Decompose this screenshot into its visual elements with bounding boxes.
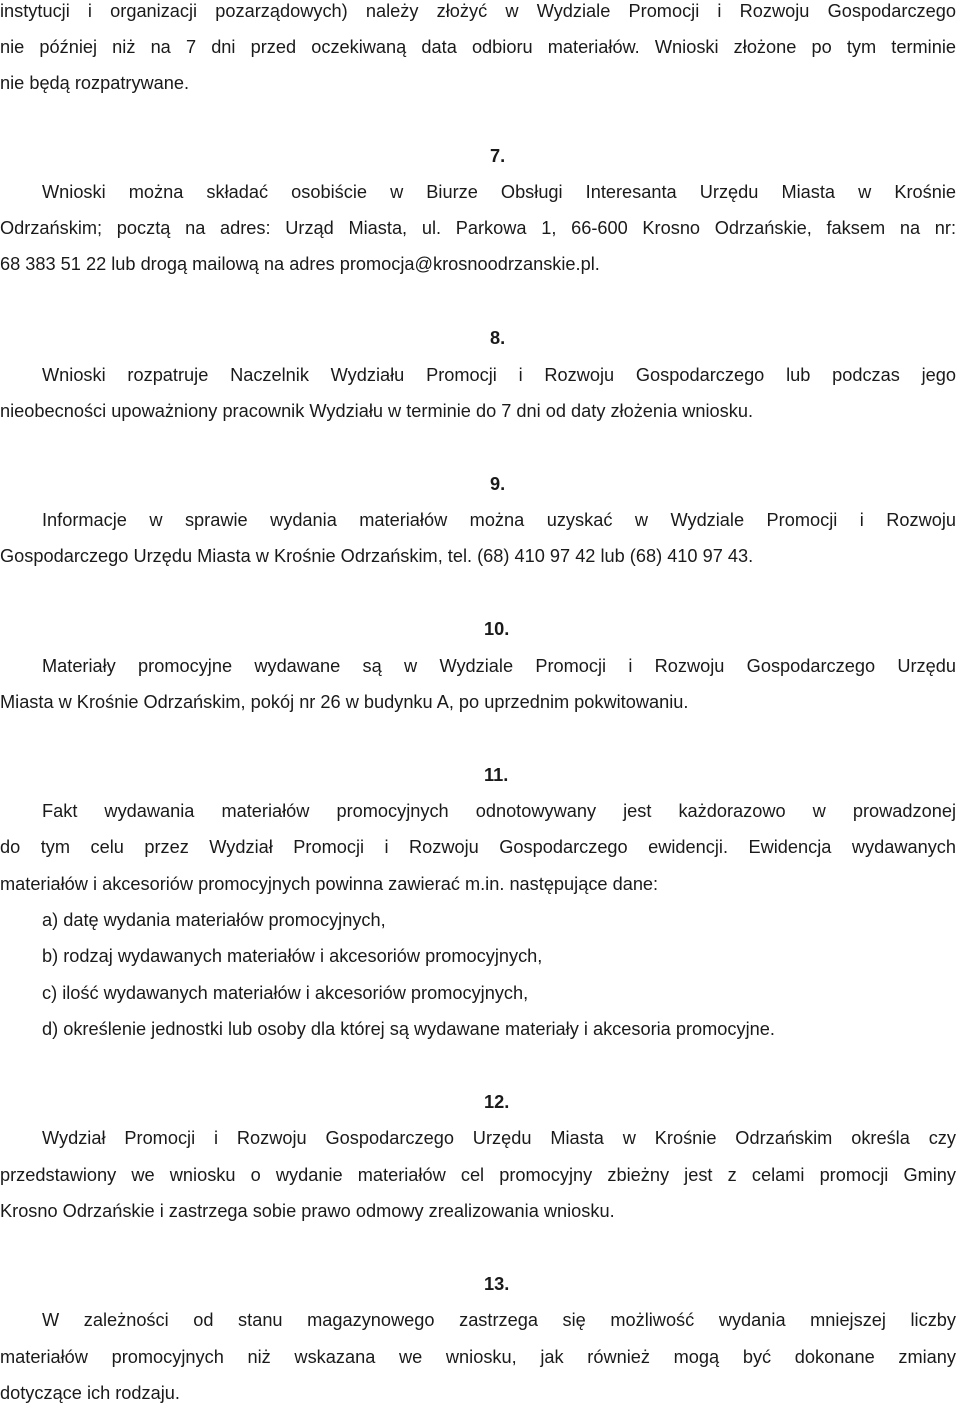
intro-line-3: nie będą rozpatrywane.: [0, 73, 190, 93]
section-8-line-2: nieobecności upoważniony pracownik Wydziału w terminie do 7 dni od daty złożenia wniosku.: [0, 401, 754, 421]
section-11-line-1: Fakt wydawania materiałów promocyjnych odnotowywany jest każdorazowo w prowadzonej: [42, 801, 956, 821]
section-number-7: 7.: [490, 146, 506, 166]
section-9-line-2: Gospodarczego Urzędu Miasta w Krośnie Odrzańskim, tel. (68) 410 97 42 lub (68) 410 97 43.: [0, 546, 754, 566]
section-11-line-3: materiałów i akcesoriów promocyjnych powinna zawierać m.in. następujące dane:: [0, 874, 659, 894]
section-number-8: 8.: [490, 328, 506, 348]
section-number-11: 11.: [484, 765, 509, 785]
section-number-9: 9.: [490, 474, 506, 494]
section-12-line-3: Krosno Odrzańskie i zastrzega sobie prawo odmowy zrealizowania wniosku.: [0, 1201, 615, 1221]
section-12-line-2: przedstawiony we wniosku o wydanie materiałów cel promocyjny zbieżny jest z celami promocji Gminy: [0, 1165, 956, 1185]
section-number-13: 13.: [484, 1274, 510, 1294]
list-item-c: c) ilość wydawanych materiałów i akcesoriów promocyjnych,: [42, 983, 529, 1003]
section-13-line-1: W zależności od stanu magazynowego zastrzega się możliwość wydania mniejszej liczby: [42, 1310, 956, 1330]
intro-line-2: nie później niż na 7 dni przed oczekiwaną data odbioru materiałów. Wnioski złożone po tym terminie: [0, 37, 956, 57]
section-7-line-3: 68 383 51 22 lub drogą mailową na adres promocja@krosnoodrzanskie.pl.: [0, 254, 600, 274]
section-13-line-2: materiałów promocyjnych niż wskazana we wniosku, jak również mogą być dokonane zmiany: [0, 1347, 956, 1367]
section-12-line-1: Wydział Promocji i Rozwoju Gospodarczego Urzędu Miasta w Krośnie Odrzańskim określa czy: [42, 1128, 956, 1148]
section-10-line-1: Materiały promocyjne wydawane są w Wydziale Promocji i Rozwoju Gospodarczego Urzędu: [42, 656, 956, 676]
intro-line-1: instytucji i organizacji pozarządowych) należy złożyć w Wydziale Promocji i Rozwoju Gospodarczego: [0, 1, 956, 21]
section-11-line-2: do tym celu przez Wydział Promocji i Rozwoju Gospodarczego ewidencji. Ewidencja wydawanych: [0, 837, 956, 857]
list-item-b: b) rodzaj wydawanych materiałów i akcesoriów promocyjnych,: [42, 946, 543, 966]
section-7-line-1: Wnioski można składać osobiście w Biurze Obsługi Interesanta Urzędu Miasta w Krośnie: [42, 182, 956, 202]
section-10-line-2: Miasta w Krośnie Odrzańskim, pokój nr 26 w budynku A, po uprzednim pokwitowaniu.: [0, 692, 689, 712]
section-number-10: 10.: [484, 619, 510, 639]
list-item-d: d) określenie jednostki lub osoby dla której są wydawane materiały i akcesoria promocyjne.: [42, 1019, 775, 1039]
section-7-line-2: Odrzańskim; pocztą na adres: Urząd Miasta, ul. Parkowa 1, 66-600 Krosno Odrzańskie, faksem na nr:: [0, 218, 956, 238]
section-8-line-1: Wnioski rozpatruje Naczelnik Wydziału Promocji i Rozwoju Gospodarczego lub podczas jego: [42, 365, 956, 385]
section-number-12: 12.: [484, 1092, 510, 1112]
list-item-a: a) datę wydania materiałów promocyjnych,: [42, 910, 386, 930]
section-9-line-1: Informacje w sprawie wydania materiałów można uzyskać w Wydziale Promocji i Rozwoju: [42, 510, 956, 530]
section-13-line-3: dotyczące ich rodzaju.: [0, 1383, 180, 1403]
